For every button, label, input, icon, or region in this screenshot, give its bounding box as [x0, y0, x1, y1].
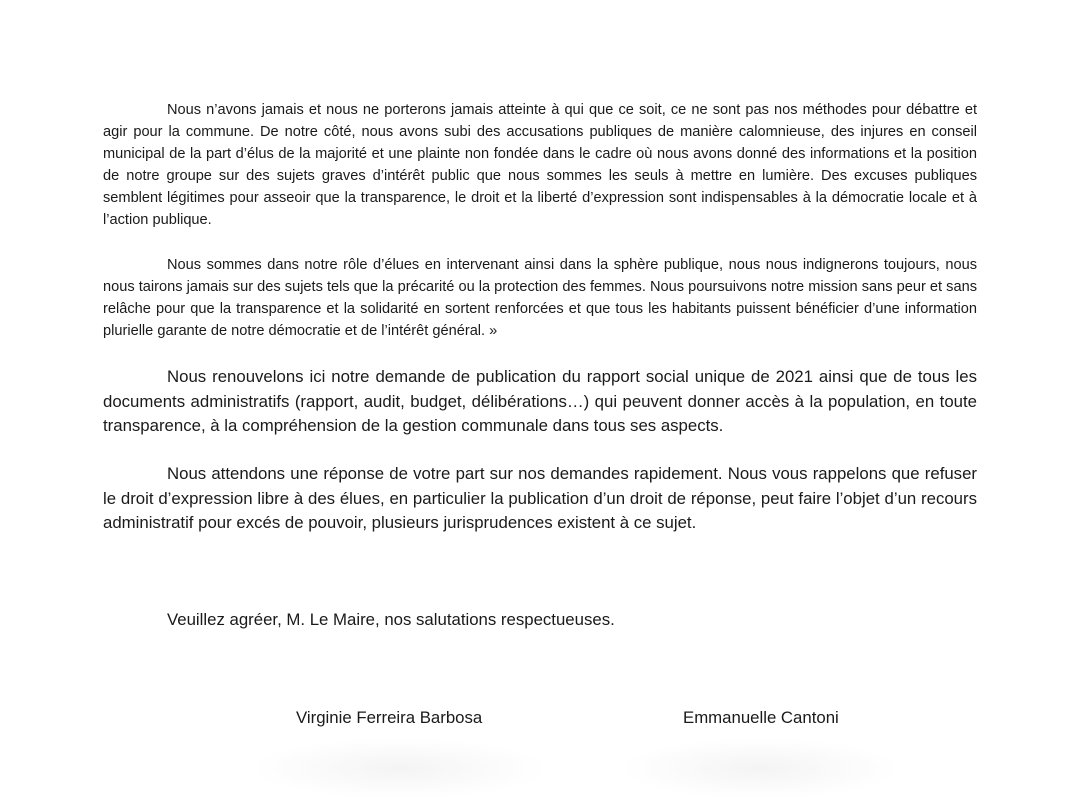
signature-area-1 [250, 738, 550, 799]
closing-formula: Veuillez agréer, M. Le Maire, nos salutations respectueuses. [167, 610, 615, 629]
paragraph-role-elues: Nous sommes dans notre rôle d’élues en intervenant ainsi dans la sphère publique, nous nous indignerons toujours, nous nous tairons jamais sur des sujets tels que la précarité ou la protection des femmes. Nous poursuivons notre mission sans peur et sans relâche pour que la transparence et la solidarité en sortent renforcées et que tous les habitants puissent bénéficier d’une information plurielle garante de notre démocratie et de l’intérêt général. » [103, 257, 977, 339]
signature-area-2 [620, 738, 900, 799]
signatory-name-1: Virginie Ferreira Barbosa [296, 708, 483, 727]
signatory-name-2: Emmanuelle Cantoni [683, 708, 839, 727]
paragraph-demande-publication: Nous renouvelons ici notre demande de publication du rapport social unique de 2021 ainsi que de tous les documents administratifs (rapport, audit, budget, délibérations…) qui peuvent donner accès à la population, en toute transparence, à la compréhension de la gestion communale dans tous ses aspects. [103, 367, 977, 435]
paragraph-attente-reponse: Nous attendons une réponse de votre part sur nos demandes rapidement. Nous vous rappelons que refuser le droit d’expression libre à des élues, en particulier la publication d’un droit de réponse, peut faire l’objet d’un recours administratif pour excés de pouvoir, plusieurs jurisprudences existent à ce sujet. [103, 464, 977, 532]
paragraph-excuses: Nous n’avons jamais et nous ne porterons jamais atteinte à qui que ce soit, ce ne sont pas nos méthodes pour débattre et agir pour la commune. De notre côté, nous avons subi des accusations publiques de manière calomnieuse, des injures en conseil municipal de la part d’élus de la majorité et une plainte non fondée dans le cadre où nous avons donné des informations et la position de notre groupe sur des sujets graves d’intérêt public que nous sommes les seuls à mettre en lumière. Des excuses publiques semblent légitimes pour asseoir que la transparence, le droit et la liberté d’expression sont indispensables à la démocratie locale et à l’action publique. [103, 102, 977, 228]
